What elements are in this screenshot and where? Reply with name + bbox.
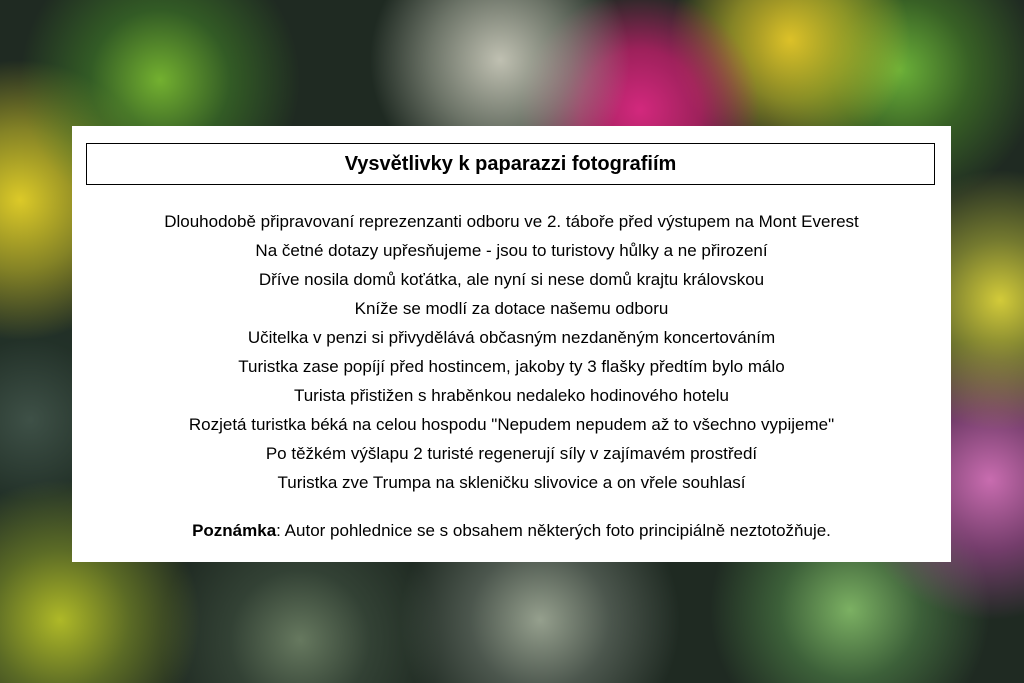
title-box: [86, 143, 935, 185]
caption-line: Kníže se modlí za dotace našemu odboru: [354, 299, 669, 318]
panel-title: Vysvětlivky k paparazzi fotografiím: [344, 152, 677, 175]
caption-line: Turista přistižen s hraběnkou nedaleko hodinového hotelu: [293, 386, 730, 405]
caption-line: Dlouhodobě připravovaní reprezenzanti odboru ve 2. táboře před výstupem na Mont Everest: [164, 212, 859, 231]
note-label: Poznámka: [192, 521, 277, 540]
caption-line: Turistka zase popíjí před hostincem, jakoby ty 3 flašky předtím bylo málo: [238, 357, 785, 376]
note: [72, 519, 951, 543]
note-text: : Autor pohlednice se s obsahem některých foto principiálně neztotožňuje.: [276, 521, 831, 540]
caption-line: Na četné dotazy upřesňujeme - jsou to turistovy hůlky a ne přirození: [255, 241, 768, 260]
caption-list: [72, 207, 951, 497]
caption-line: Rozjetá turistka béká na celou hospodu "Nepudem nepudem až to všechno vypijeme": [188, 415, 835, 434]
caption-line: Dříve nosila domů koťátka, ale nyní si nese domů krajtu královskou: [258, 270, 765, 289]
caption-line: Turistka zve Trumpa na skleničku slivovice a on vřele souhlasí: [277, 473, 746, 492]
caption-line: Učitelka v penzi si přivydělává občasným nezdaněným koncertováním: [247, 328, 776, 347]
legend-panel: [72, 126, 951, 562]
caption-line: Po těžkém výšlapu 2 turisté regenerují síly v zajímavém prostředí: [265, 444, 758, 463]
